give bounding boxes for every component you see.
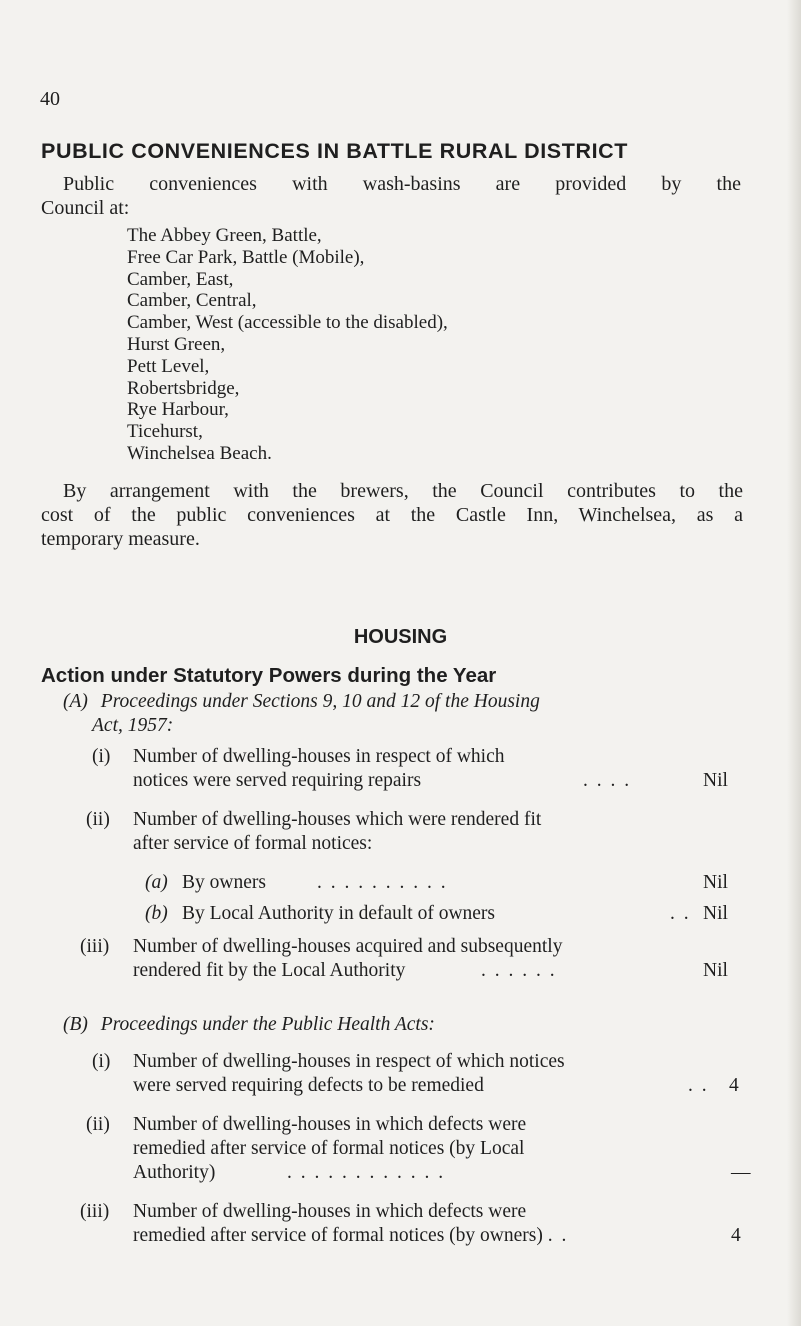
section-b-heading-text: Proceedings under the Public Health Acts: bbox=[100, 1014, 435, 1035]
dot-leader: . . . . . . . . . . bbox=[317, 872, 448, 893]
conveniences-location-list bbox=[127, 225, 448, 465]
item-value: — bbox=[731, 1162, 751, 1183]
item-text: were served requiring defects to be remedied bbox=[133, 1075, 484, 1096]
location-item: Ticehurst, bbox=[127, 421, 203, 443]
page-title: PUBLIC CONVENIENCES IN BATTLE RURAL DISTRICT bbox=[41, 139, 629, 163]
item-text-line bbox=[133, 959, 557, 983]
item-number: (i) bbox=[92, 1051, 111, 1072]
page-edge-shadow bbox=[787, 0, 801, 1326]
item-text-line: Number of dwelling-houses in respect of which notices bbox=[133, 1051, 565, 1072]
item-text-line: remedied after service of formal notices (by Local bbox=[133, 1138, 525, 1159]
item-value: Nil bbox=[703, 770, 728, 791]
item-text-line: after service of formal notices: bbox=[133, 833, 373, 854]
dot-leader: . . bbox=[688, 1075, 709, 1096]
item-text: Authority) bbox=[133, 1162, 216, 1183]
item-number: (ii) bbox=[86, 1114, 110, 1135]
item-text-line: Number of dwelling-houses in respect of which bbox=[133, 746, 505, 767]
location-item: The Abbey Green, Battle, bbox=[127, 225, 322, 246]
dot-leader: . . . . . . bbox=[481, 960, 557, 981]
item-number: (iii) bbox=[80, 936, 110, 957]
item-text-line bbox=[133, 769, 632, 793]
dot-leader: . . bbox=[547, 1225, 569, 1246]
location-item: Winchelsea Beach. bbox=[127, 442, 272, 464]
item-number bbox=[145, 902, 168, 926]
item-value: 4 bbox=[731, 1225, 741, 1246]
dot-leader: . . . . . . . . . . . . bbox=[287, 1162, 446, 1183]
item-letter: (b) bbox=[145, 903, 168, 924]
location-item: Camber, West (accessible to the disabled), bbox=[127, 312, 448, 334]
section-a-label: (A) bbox=[63, 691, 88, 712]
location-item: Free Car Park, Battle (Mobile), bbox=[127, 246, 365, 268]
item-value: Nil bbox=[703, 872, 728, 893]
dot-leader: . . . . bbox=[583, 770, 632, 791]
location-item: Camber, East, bbox=[127, 268, 234, 290]
item-letter: (a) bbox=[145, 872, 168, 893]
item-text: By Local Authority in default of owners bbox=[182, 903, 496, 924]
item-number: (ii) bbox=[86, 809, 110, 830]
item-text-line bbox=[133, 1074, 709, 1098]
section-b-heading bbox=[63, 1013, 435, 1037]
section-a-heading bbox=[63, 690, 540, 714]
location-item: Pett Level, bbox=[127, 355, 210, 377]
item-text: notices were served requiring repairs bbox=[133, 770, 422, 791]
intro-line-1: Public conveniences with wash-basins are provided by the bbox=[63, 173, 741, 195]
item-text-line: Number of dwelling-houses in which defects were bbox=[133, 1201, 527, 1222]
housing-heading: HOUSING bbox=[353, 626, 448, 648]
brewers-paragraph bbox=[41, 479, 743, 551]
section-b-label: (B) bbox=[63, 1014, 88, 1035]
item-text-line bbox=[133, 1224, 568, 1248]
dot-leader: . . bbox=[670, 903, 691, 924]
intro-line-2: Council at: bbox=[41, 197, 130, 219]
item-text: remedied after service of formal notices (by owners) bbox=[133, 1225, 543, 1246]
item-number: (i) bbox=[92, 746, 111, 767]
item-value: 4 bbox=[729, 1075, 739, 1096]
section-a-heading-line-1: Proceedings under Sections 9, 10 and 12 of the Housing bbox=[100, 691, 540, 712]
item-number bbox=[145, 871, 168, 895]
item-value: Nil bbox=[703, 903, 728, 924]
item-text: By owners bbox=[182, 872, 266, 893]
brewers-line-3: temporary measure. bbox=[41, 528, 200, 550]
item-text-line: Number of dwelling-houses in which defects were bbox=[133, 1114, 527, 1135]
section-a-heading-line-2-row bbox=[92, 714, 173, 738]
location-item: Robertsbridge, bbox=[127, 377, 240, 399]
page-number: 40 bbox=[40, 88, 60, 110]
brewers-line-2: cost of the public conveniences at the Castle Inn, Winchelsea, as a bbox=[41, 504, 743, 526]
item-text-line bbox=[182, 871, 448, 895]
section-a-heading-line-2: Act, 1957: bbox=[92, 715, 174, 736]
item-text-line bbox=[133, 1161, 446, 1185]
item-value: Nil bbox=[703, 960, 728, 981]
location-item: Camber, Central, bbox=[127, 290, 257, 312]
item-text: rendered fit by the Local Authority bbox=[133, 960, 406, 981]
location-item: Hurst Green, bbox=[127, 333, 226, 355]
item-text-line: Number of dwelling-houses acquired and subsequently bbox=[133, 936, 563, 957]
item-number: (iii) bbox=[80, 1201, 110, 1222]
location-item: Rye Harbour, bbox=[127, 399, 229, 421]
brewers-line-1: By arrangement with the brewers, the Council contributes to the bbox=[63, 480, 743, 502]
item-text-line: Number of dwelling-houses which were rendered fit bbox=[133, 809, 542, 830]
item-text-line bbox=[182, 902, 691, 926]
action-heading: Action under Statutory Powers during the Year bbox=[41, 664, 497, 687]
